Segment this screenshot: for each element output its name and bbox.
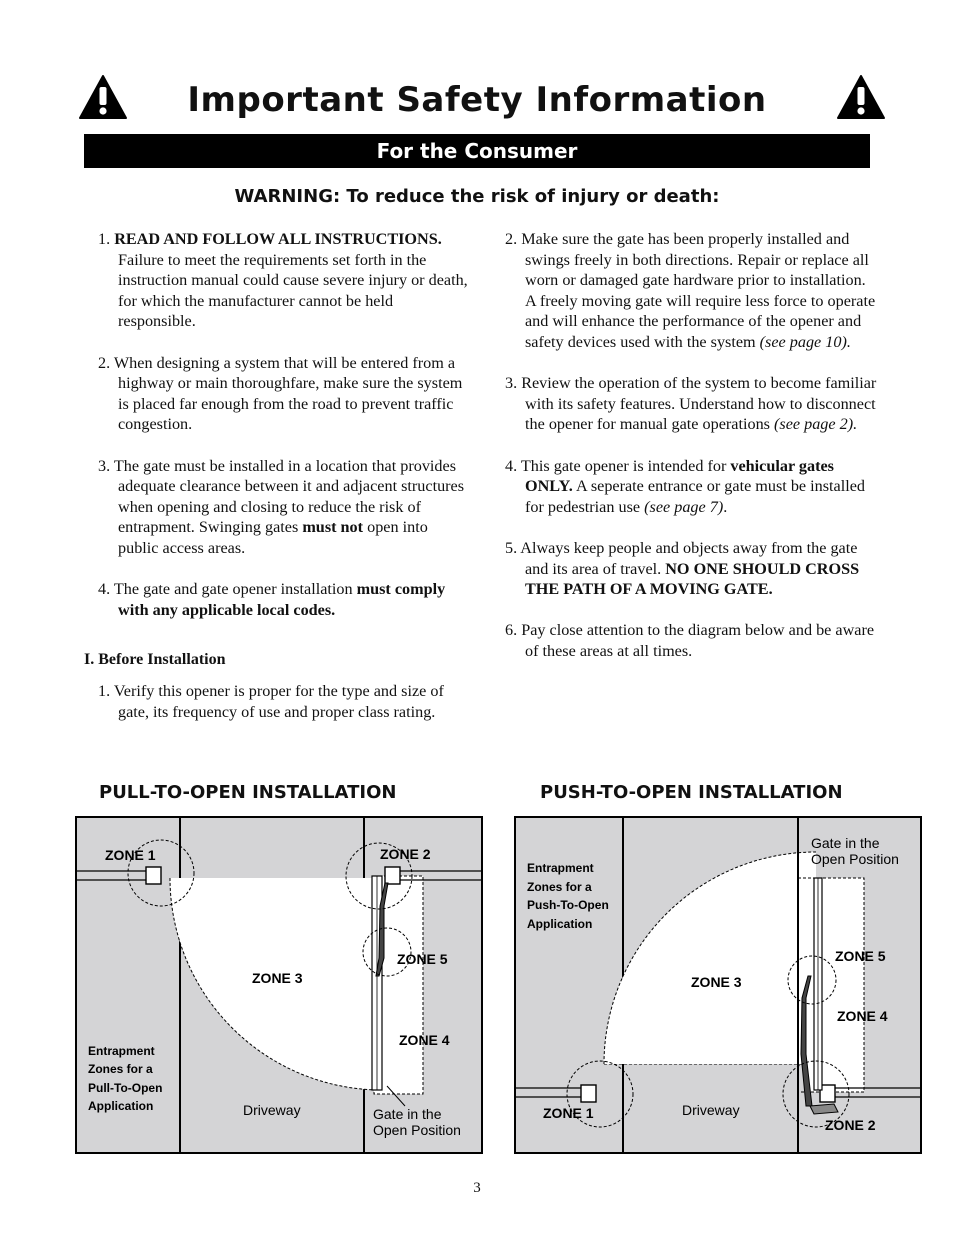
caption-line-2: Zones for a <box>88 1062 153 1076</box>
driveway-label: Driveway <box>243 1102 301 1118</box>
zone5-label: ZONE 5 <box>397 951 448 967</box>
caption-line-4: Application <box>88 1099 154 1113</box>
caption-line-3: Pull-To-Open <box>88 1081 163 1095</box>
list-item: 3. Review the operation of the system to become familiar with its safety features. Understand how to disconnect the opener for manual gate operations (see page 2). <box>505 374 877 434</box>
list-item: 1. READ AND FOLLOW ALL INSTRUCTIONS. Failure to meet the requirements set forth in the instruction manual could cause severe injury or death, for which the manufacturer cannot be held responsible. <box>98 230 468 331</box>
zone4-label: ZONE 4 <box>399 1032 450 1048</box>
list-item: 4. This gate opener is intended for vehicular gates ONLY. A seperate entrance or gate must be installed for pedestrian use (see page 7). <box>505 456 866 516</box>
list-item: 6. Pay close attention to the diagram below and be aware of these areas at all times. <box>505 621 875 660</box>
zone3-label: ZONE 3 <box>252 970 303 986</box>
list-item: 2. When designing a system that will be entered from a highway or main thoroughfare, make sure the system is placed far enough from the road to prevent traffic congestion. <box>98 353 463 434</box>
zone1-label: ZONE 1 <box>543 1105 594 1121</box>
list-item: 5. Always keep people and objects away from the gate and its area of travel. NO ONE SHOULD CROSS THE PATH OF A MOVING GATE. <box>505 538 860 599</box>
gate-label-line-2: Open Position <box>373 1122 461 1138</box>
list-item: 2. Make sure the gate has been properly installed and swings freely in both directions. Repair or replace all worn or damaged gate hardware prior to installation. A freely moving gate will require less force to operate and will enhance the performance of the opener and safety devices used with the system (see page 10). <box>505 230 876 351</box>
zone1-label: ZONE 1 <box>105 847 156 863</box>
gate-label-line-2: Open Position <box>811 851 899 867</box>
post-zone1 <box>146 867 161 884</box>
zone2-label: ZONE 2 <box>825 1117 876 1133</box>
section-list <box>98 681 470 743</box>
warning-triangle-icon-right <box>836 74 886 120</box>
gate-label-line-1: Gate in the <box>811 835 880 851</box>
zone3-label: ZONE 3 <box>691 974 742 990</box>
push-to-open-title: PUSH-TO-OPEN INSTALLATION <box>540 782 843 803</box>
left-column <box>98 229 470 641</box>
caption-line-1: Entrapment <box>88 1044 155 1058</box>
pull-to-open-diagram <box>75 816 484 1155</box>
post-zone1 <box>581 1085 596 1102</box>
caption-line-4: Application <box>527 917 593 931</box>
list-item: 1. Verify this opener is proper for the type and size of gate, its frequency of use and proper class rating. <box>98 682 444 721</box>
consumer-banner: For the Consumer <box>84 134 870 168</box>
pull-to-open-title: PULL-TO-OPEN INSTALLATION <box>99 782 397 803</box>
page-title: Important Safety Information <box>187 80 767 120</box>
right-column <box>505 229 877 682</box>
page-number: 3 <box>473 1180 481 1196</box>
warning-heading: WARNING: To reduce the risk of injury or death: <box>234 186 720 207</box>
zone5-label: ZONE 5 <box>835 948 886 964</box>
section-heading: I. Before Installation <box>84 651 226 668</box>
caption-line-2: Zones for a <box>527 880 592 894</box>
push-to-open-diagram <box>514 816 923 1155</box>
list-item: 4. The gate and gate opener installation must comply with any applicable local codes. <box>98 580 446 619</box>
post-zone2 <box>385 867 400 884</box>
driveway-label: Driveway <box>682 1102 740 1118</box>
zone4-label: ZONE 4 <box>837 1008 888 1024</box>
caption-line-3: Push-To-Open <box>527 898 609 912</box>
list-item: 3. The gate must be installed in a location that provides adequate clearance between it and adjacent structures when opening and closing to reduce the risk of entrapment. Swinging gates must not open into public access areas. <box>98 456 465 557</box>
caption-line-1: Entrapment <box>527 861 594 875</box>
gate-label-line-1: Gate in the <box>373 1106 442 1122</box>
zone2-label: ZONE 2 <box>380 846 431 862</box>
